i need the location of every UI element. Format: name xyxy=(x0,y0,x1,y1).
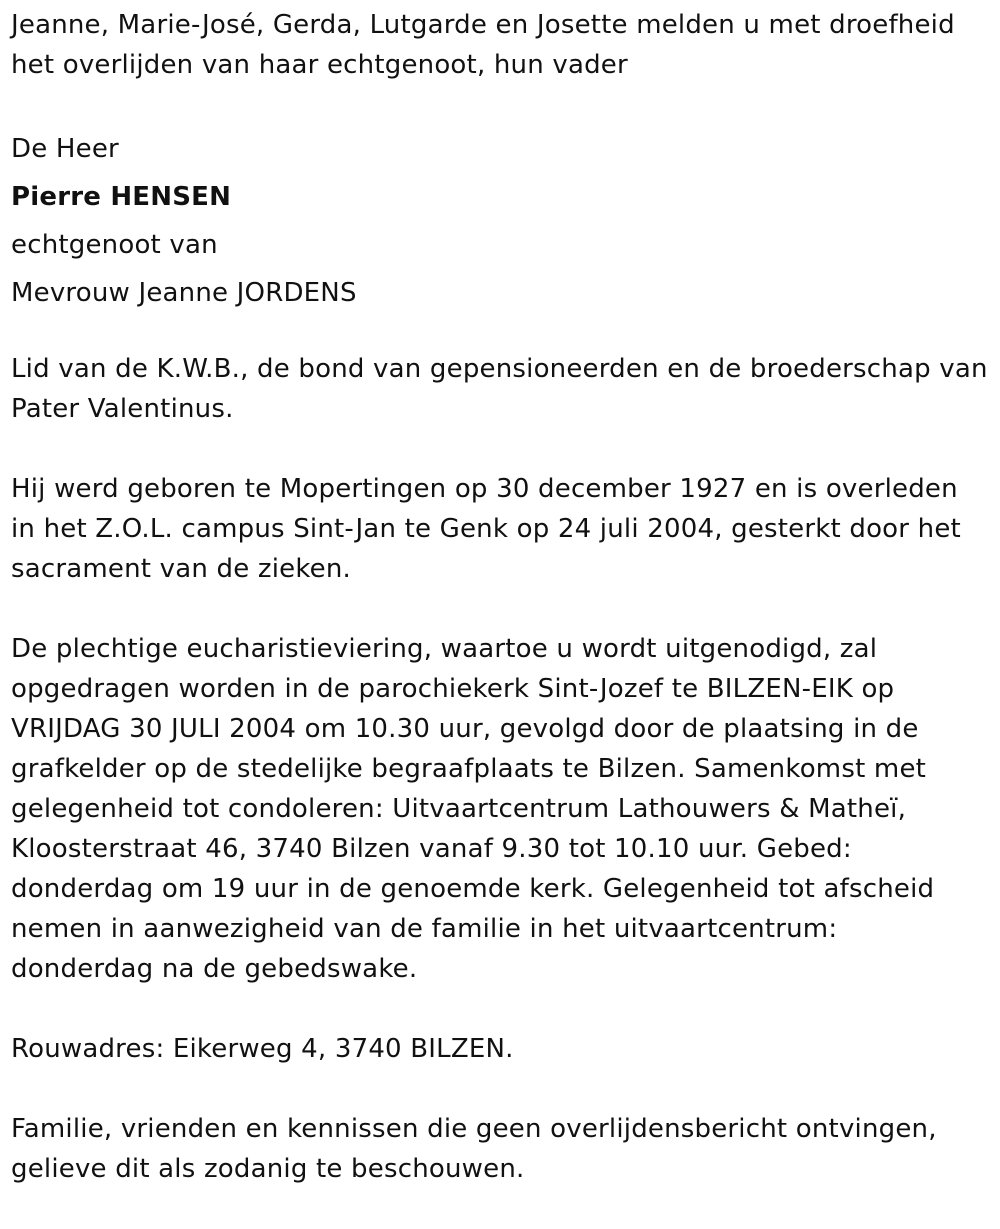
birth-death-line: sacrament van de zieken. xyxy=(11,554,352,584)
birth-death-line: Hij werd geboren te Mopertingen op 30 december 1927 en is overleden xyxy=(11,474,958,504)
ceremony-line: VRIJDAG 30 JULI 2004 om 10.30 uur, gevolgd door de plaatsing in de xyxy=(11,714,919,744)
ceremony-line: donderdag na de gebedswake. xyxy=(11,954,418,984)
intro-line: het overlijden van haar echtgenoot, hun vader xyxy=(11,50,628,80)
ceremony-paragraph xyxy=(11,629,996,989)
ceremony-line: grafkelder op de stedelijke begraafplaats te Bilzen. Samenkomst met xyxy=(11,754,927,784)
membership-line: Pater Valentinus. xyxy=(11,394,234,424)
closing-paragraph xyxy=(11,1109,996,1189)
ceremony-line: opgedragen worden in de parochiekerk Sint-Jozef te BILZEN-EIK op xyxy=(11,674,895,704)
mourning-address: Rouwadres: Eikerweg 4, 3740 BILZEN. xyxy=(11,1034,514,1064)
birth-death-paragraph xyxy=(11,469,996,589)
spouse-name: Mevrouw Jeanne JORDENS xyxy=(11,278,357,308)
closing-line: gelieve dit als zodanig te beschouwen. xyxy=(11,1154,525,1184)
ceremony-line: De plechtige eucharistieviering, waartoe u wordt uitgenodigd, zal xyxy=(11,634,878,664)
ceremony-line: nemen in aanwezigheid van de familie in het uitvaartcentrum: xyxy=(11,914,838,944)
ceremony-line: Kloosterstraat 46, 3740 Bilzen vanaf 9.30 tot 10.10 uur. Gebed: xyxy=(11,834,852,864)
closing-line: Familie, vrienden en kennissen die geen overlijdensbericht ontvingen, xyxy=(11,1114,937,1144)
obituary-document xyxy=(11,5,996,1229)
address-paragraph xyxy=(11,1029,996,1069)
deceased-block xyxy=(11,125,996,317)
ceremony-line: gelegenheid tot condoleren: Uitvaartcentrum Lathouwers & Matheï, xyxy=(11,794,907,824)
membership-paragraph xyxy=(11,349,996,429)
intro-paragraph xyxy=(11,5,996,85)
membership-line: Lid van de K.W.B., de bond van gepensioneerden en de broederschap van xyxy=(11,354,988,384)
relation-label: echtgenoot van xyxy=(11,230,218,260)
salutation: De Heer xyxy=(11,134,119,164)
ceremony-line: donderdag om 19 uur in de genoemde kerk. Gelegenheid tot afscheid xyxy=(11,874,935,904)
intro-line: Jeanne, Marie-José, Gerda, Lutgarde en Josette melden u met droefheid xyxy=(11,10,955,40)
birth-death-line: in het Z.O.L. campus Sint-Jan te Genk op 24 juli 2004, gesterkt door het xyxy=(11,514,961,544)
deceased-name: Pierre HENSEN xyxy=(11,182,232,212)
